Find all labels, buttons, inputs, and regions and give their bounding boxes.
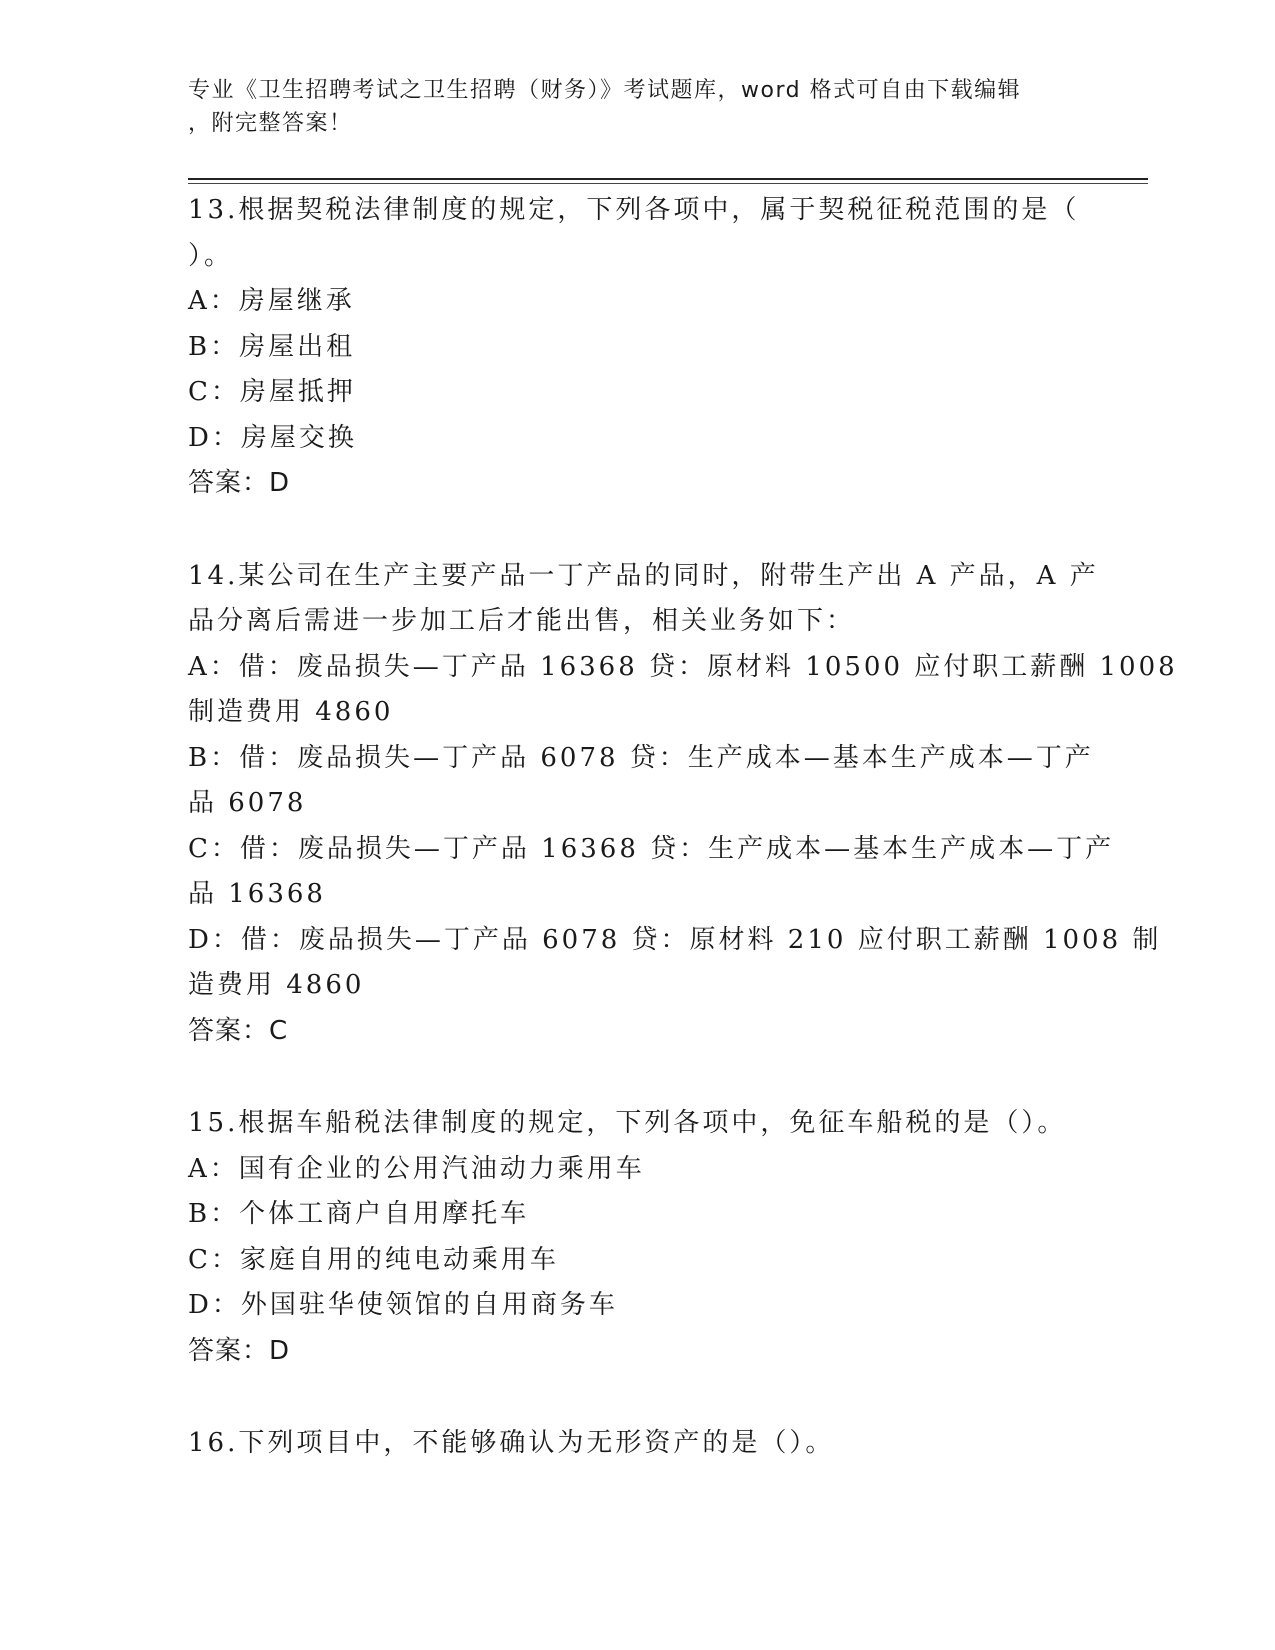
option-d: D：外国驻华使领馆的自用商务车 [188,1290,618,1320]
option-c: C：家庭自用的纯电动乘用车 [188,1244,559,1275]
answer: 答案：D [188,468,291,498]
question-text: 13.根据契税法律制度的规定，下列各项中，属于契税征税范围的是（ [188,195,1080,225]
option-a: A：房屋继承 [188,286,355,316]
option-a-cont: 制造费用 4860 [188,697,394,727]
question-14 [188,554,1178,1055]
question-text: ）。 [188,240,234,271]
question-list [188,188,1178,1467]
option-c: C：借：废品损失—丁产品 16368 贷：生产成本—基本生产成本—丁产 [188,833,1115,864]
option-c-cont: 品 16368 [188,879,326,909]
question-13 [188,188,1088,507]
option-d-cont: 造费用 4860 [188,970,365,1000]
question-spacer [188,1374,1088,1421]
question-15 [188,1101,1088,1374]
answer: 答案：C [188,1015,289,1046]
header-divider-thin [188,183,1148,184]
question-text: 14.某公司在生产主要产品一丁产品的同时，附带生产出 A 产品，A 产 [188,560,1099,591]
option-d: D：借：废品损失—丁产品 6078 贷：原材料 210 应付职工薪酬 1008 制 [188,924,1162,955]
answer: 答案：D [188,1335,291,1366]
option-d: D：房屋交换 [188,422,357,453]
option-b-cont: 品 6078 [188,788,307,818]
option-b: B：个体工商户自用摩托车 [188,1199,530,1229]
question-text: 品分离后需进一步加工后才能出售，相关业务如下： [188,606,856,636]
question-spacer [188,507,1088,554]
question-text: 16.下列项目中，不能够确认为无形资产的是（）。 [188,1428,835,1458]
document-header [188,74,1088,140]
option-a: A：国有企业的公用汽油动力乘用车 [188,1153,645,1184]
option-b: B：房屋出租 [188,331,356,362]
header-line: ，附完整答案！ [188,111,353,136]
header-divider [188,178,1148,180]
question-16 [188,1421,1088,1467]
option-b: B：借：废品损失—丁产品 6078 贷：生产成本—基本生产成本—丁产 [188,742,1094,773]
question-spacer [188,1054,1088,1101]
question-text: 15.根据车船税法律制度的规定，下列各项中，免征车船税的是（）。 [188,1108,1067,1138]
option-a: A：借：废品损失—丁产品 16368 贷：原材料 10500 应付职工薪酬 1008 [188,651,1178,682]
header-line: 专业《卫生招聘考试之卫生招聘（财务）》考试题库，word 格式可自由下载编辑 [188,78,1022,103]
option-c: C：房屋抵押 [188,377,356,407]
